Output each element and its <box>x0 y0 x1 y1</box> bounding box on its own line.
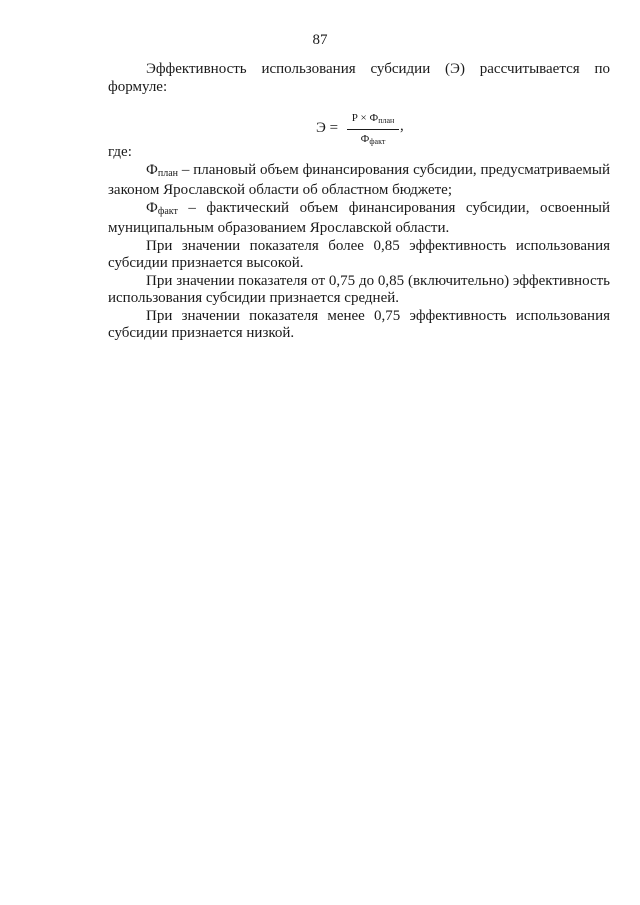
formula-numerator-prefix: Р × Ф <box>351 112 379 124</box>
definitions-block <box>108 144 610 343</box>
f-fact-symbol: Ф <box>146 199 158 216</box>
intro-paragraph: Эффективность использования субсидии (Э) рассчитывается по формуле: <box>108 61 610 95</box>
f-fact-definition <box>108 200 610 238</box>
medium-efficiency-paragraph: При значении показателя от 0,75 до 0,85 (включительно) эффективность использования субсидии признается средней. <box>108 272 610 306</box>
formula-denominator-sub: факт <box>369 137 386 146</box>
f-plan-symbol: Ф <box>146 161 158 178</box>
formula-lhs: Э = <box>316 120 339 136</box>
f-plan-text: – плановый объем финансирования субсидии, предусматриваемый законом Ярославской области об областном бюджете; <box>108 161 610 198</box>
f-plan-sub: план <box>157 167 178 179</box>
f-fact-sub: факт <box>157 205 178 217</box>
intro-paragraph-block <box>108 61 610 96</box>
formula-numerator-sub: план <box>378 116 395 125</box>
formula-numerator <box>347 111 399 130</box>
f-plan-definition <box>108 162 610 200</box>
page-number: 87 <box>312 32 328 48</box>
formula-denominator-symbol: Ф <box>360 133 370 145</box>
high-efficiency-paragraph: При значении показателя более 0,85 эффективность использования субсидии признается высокой. <box>108 237 610 271</box>
formula-trailing-comma: , <box>400 118 404 134</box>
low-efficiency-paragraph: При значении показателя менее 0,75 эффективность использования субсидии признается низкой. <box>108 307 610 341</box>
where-label: где: <box>108 144 132 160</box>
f-fact-text: – фактический объем финансирования субсидии, освоенный муниципальным образованием Ярославской области. <box>108 199 610 236</box>
